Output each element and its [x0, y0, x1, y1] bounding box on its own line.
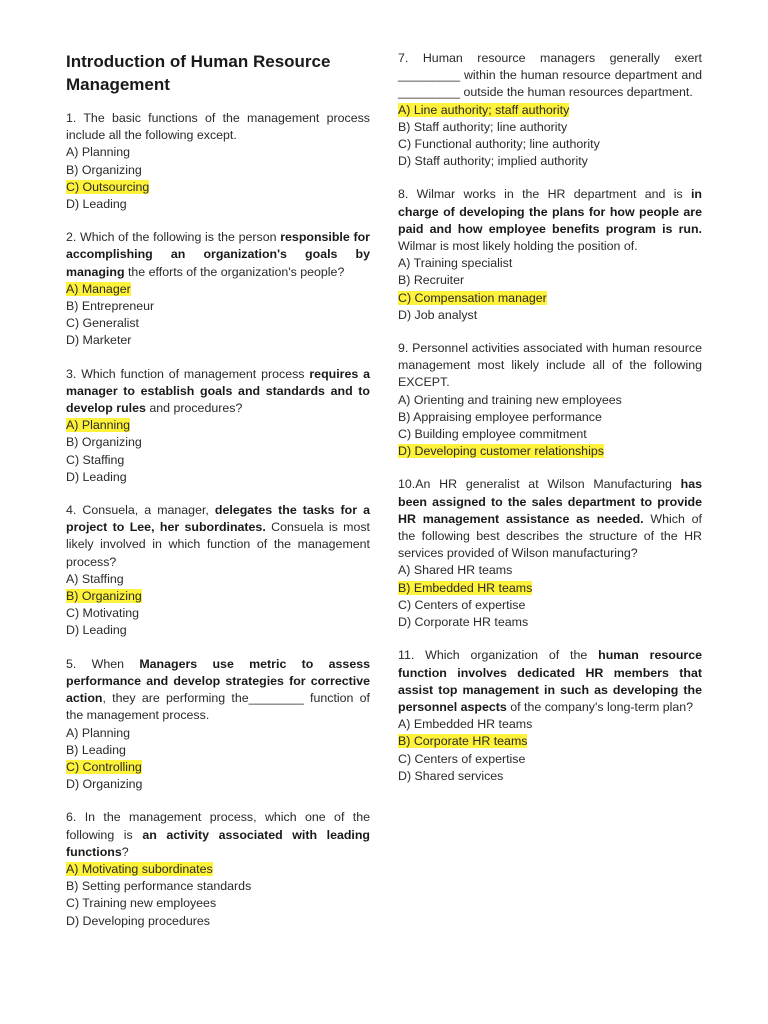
highlighted-answer: B) Organizing: [66, 589, 142, 604]
option-text: C) Centers of expertise: [398, 597, 526, 612]
highlighted-answer: A) Manager: [66, 281, 131, 296]
answer-option: [66, 298, 370, 315]
stem-text: of the company's long-term plan?: [506, 699, 694, 714]
option-text: B) Organizing: [66, 435, 142, 450]
option-text: C) Functional authority; line authority: [398, 137, 600, 152]
option-text: B) Appraising employee performance: [398, 409, 602, 424]
answer-option: [66, 417, 370, 434]
option-text: C) Motivating: [66, 606, 139, 621]
option-text: B) Leading: [66, 742, 126, 757]
answer-option: [398, 716, 702, 733]
answer-option: [398, 102, 702, 119]
question-stem: [66, 502, 370, 571]
option-text: B) Setting performance standards: [66, 879, 252, 894]
answer-option: [66, 759, 370, 776]
option-text: A) Staffing: [66, 571, 124, 586]
stem-text: 2. Which of the following is the person: [66, 230, 281, 245]
highlighted-answer: B) Corporate HR teams: [398, 734, 528, 749]
stem-text: and procedures?: [145, 401, 243, 416]
answer-option: [66, 895, 370, 912]
answer-option: [66, 196, 370, 213]
answer-option: [398, 597, 702, 614]
stem-text: 6. In the management process, which one of the following is: [66, 810, 370, 842]
right-column: [398, 50, 702, 801]
answer-option: [66, 144, 370, 161]
option-text: D) Leading: [66, 623, 127, 638]
stem-text: ?: [121, 844, 129, 859]
option-text: C) Generalist: [66, 316, 139, 331]
answer-option: [398, 733, 702, 750]
question-stem: [66, 110, 370, 144]
option-text: B) Entrepreneur: [66, 299, 155, 314]
highlighted-answer: D) Developing customer relationships: [398, 444, 604, 459]
answer-option: [398, 751, 702, 768]
answer-option: [66, 588, 370, 605]
page-title: Introduction of Human Resource Management: [66, 52, 331, 94]
option-text: D) Leading: [66, 469, 127, 484]
question-stem: [398, 476, 702, 562]
bold-text: human resource function involves dedicated HR members that assist top management in such as developing the personnel aspects: [398, 648, 702, 714]
answer-option: [66, 861, 370, 878]
option-text: A) Training specialist: [398, 256, 513, 271]
question-4: [66, 502, 370, 640]
question-stem: [398, 186, 702, 255]
stem-text: 9. Personnel activities associated with human resource management most likely include all of the following EXCEPT.: [398, 341, 702, 390]
bold-text: in charge of developing the plans for how people are paid and how employee benefits program is run.: [398, 187, 702, 236]
answer-option: [66, 434, 370, 451]
question-stem: [66, 366, 370, 418]
question-3: [66, 366, 370, 486]
answer-option: [66, 281, 370, 298]
answer-option: [398, 614, 702, 631]
question-stem: [66, 809, 370, 861]
bold-text: requires a manager to establish goals and standards and to develop rules: [66, 366, 371, 416]
answer-option: [66, 622, 370, 639]
bold-text: Managers use metric to assess performance and develop strategies for corrective action: [66, 656, 370, 706]
option-text: A) Shared HR teams: [398, 563, 513, 578]
option-text: B) Staff authority; line authority: [398, 119, 568, 134]
bold-text: delegates the tasks for a project to Lee, her subordinates.: [66, 503, 370, 535]
question-10: [398, 476, 702, 631]
question-5: [66, 656, 370, 794]
question-8: [398, 186, 702, 324]
stem-text: , they are performing the________ function of the management process.: [66, 691, 370, 723]
option-text: C) Centers of expertise: [398, 751, 526, 766]
stem-text: 1. The basic functions of the management process include all the following except.: [66, 111, 370, 143]
answer-option: [66, 452, 370, 469]
stem-text: Wilmar is most likely holding the position of.: [398, 239, 638, 254]
answer-option: [398, 580, 702, 597]
option-text: D) Shared services: [398, 768, 504, 783]
option-text: A) Embedded HR teams: [398, 717, 533, 732]
answer-option: [398, 562, 702, 579]
bold-text: has been assigned to the sales department to provide HR management assistance as needed.: [398, 477, 702, 526]
stem-text: 7. Human resource managers generally exert _________ within the human resource department and _________ outside the human resources department.: [398, 51, 702, 100]
question-2: [66, 229, 370, 349]
answer-option: [398, 443, 702, 460]
option-text: D) Organizing: [66, 777, 143, 792]
option-text: D) Corporate HR teams: [398, 615, 529, 630]
option-text: A) Planning: [66, 725, 131, 740]
stem-text: 4. Consuela, a manager,: [66, 503, 215, 518]
option-text: C) Building employee commitment: [398, 427, 587, 442]
bold-text: an activity associated with leading functions: [66, 827, 371, 859]
highlighted-answer: A) Line authority; staff authority: [398, 102, 570, 117]
question-stem: [66, 656, 370, 725]
answer-option: [398, 272, 702, 289]
highlighted-answer: C) Outsourcing: [66, 179, 150, 194]
option-text: D) Staff authority; implied authority: [398, 154, 588, 169]
highlighted-answer: C) Controlling: [66, 759, 142, 774]
question-stem: [398, 340, 702, 392]
highlighted-answer: B) Embedded HR teams: [398, 580, 533, 595]
answer-option: [66, 878, 370, 895]
answer-option: [398, 307, 702, 324]
answer-option: [66, 179, 370, 196]
option-text: C) Staffing: [66, 452, 125, 467]
option-text: D) Leading: [66, 197, 127, 212]
option-text: A) Orienting and training new employees: [398, 392, 622, 407]
answer-option: [398, 119, 702, 136]
answer-option: [398, 136, 702, 153]
highlighted-answer: C) Compensation manager: [398, 290, 547, 305]
option-text: D) Marketer: [66, 333, 132, 348]
option-text: B) Recruiter: [398, 273, 465, 288]
highlighted-answer: A) Planning: [66, 418, 131, 433]
stem-text: Consuela is most likely involved in which function of the management process?: [66, 520, 370, 569]
highlighted-answer: A) Motivating subordinates: [66, 861, 213, 876]
stem-text: 8. Wilmar works in the HR department and is: [398, 187, 691, 202]
bold-text: responsible for accomplishing an organization's goals by managing: [66, 230, 370, 279]
question-stem: [398, 50, 702, 102]
answer-option: [66, 913, 370, 930]
answer-option: [66, 605, 370, 622]
answer-option: [66, 571, 370, 588]
answer-option: [66, 725, 370, 742]
answer-option: [398, 409, 702, 426]
answer-option: [66, 742, 370, 759]
left-column: [66, 50, 370, 946]
question-9: [398, 340, 702, 460]
answer-option: [66, 162, 370, 179]
question-11: [398, 647, 702, 785]
stem-text: 10.An HR generalist at Wilson Manufacturing: [398, 477, 681, 492]
answer-option: [398, 392, 702, 409]
option-text: B) Organizing: [66, 162, 142, 177]
answer-option: [398, 255, 702, 272]
answer-option: [66, 315, 370, 332]
question-stem: [398, 647, 702, 716]
option-text: C) Training new employees: [66, 896, 217, 911]
option-text: D) Job analyst: [398, 307, 478, 322]
question-stem: [66, 229, 370, 281]
stem-text: Which of the following best describes the structure of the HR services provided of Wilson manufacturing?: [398, 511, 702, 561]
stem-text: 5. When: [66, 656, 140, 671]
question-1: [66, 110, 370, 213]
answer-option: [398, 153, 702, 170]
answer-option: [398, 290, 702, 307]
stem-text: 11. Which organization of the: [398, 648, 599, 663]
answer-option: [66, 469, 370, 486]
option-text: D) Developing procedures: [66, 913, 210, 928]
question-7: [398, 50, 702, 170]
answer-option: [398, 426, 702, 443]
answer-option: [398, 768, 702, 785]
option-text: A) Planning: [66, 145, 131, 160]
stem-text: 3. Which function of management process: [66, 366, 310, 381]
answer-option: [66, 332, 370, 349]
question-6: [66, 809, 370, 929]
answer-option: [66, 776, 370, 793]
stem-text: the efforts of the organization's people?: [124, 264, 345, 279]
